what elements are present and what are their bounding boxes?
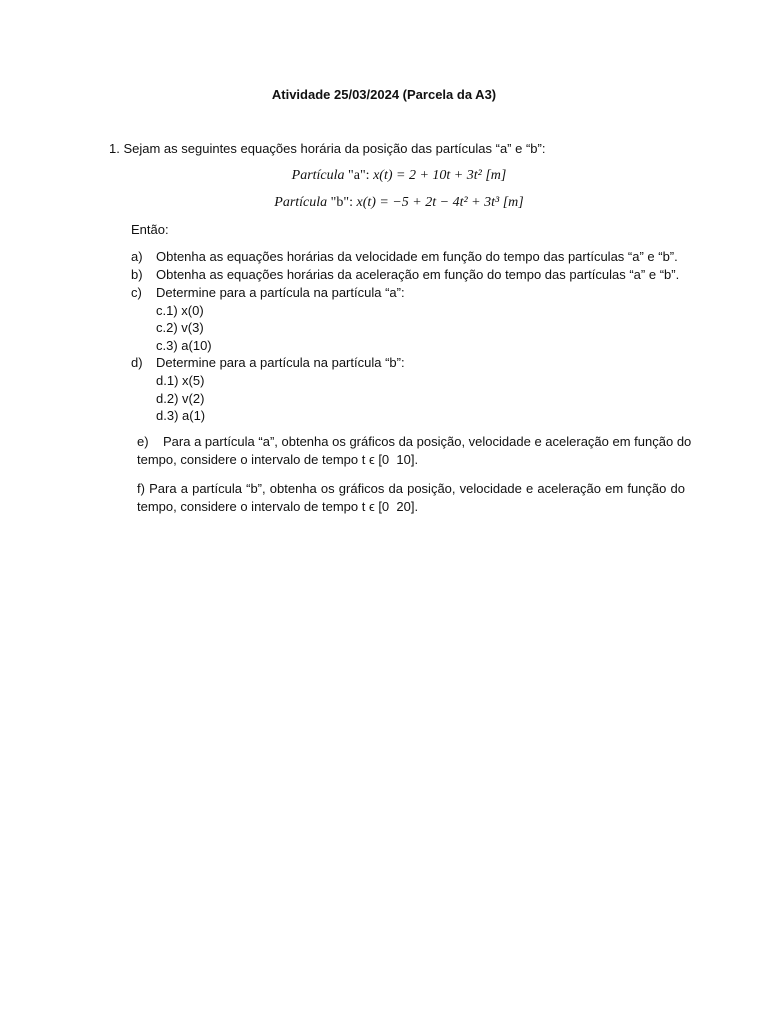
list-item-text: Determine para a partícula na partícula “a”: [156, 285, 405, 300]
list-item-text: Obtenha as equações horárias da aceleração em função do tempo das partículas “a” e “b”. [156, 267, 680, 282]
sub-item-d2: d.2) v(2) [156, 391, 205, 406]
list-item-label: b) [131, 267, 143, 282]
question-intro: 1. Sejam as seguintes equações horária da posição das partículas “a” e “b”: [109, 141, 546, 156]
equation-b-label: Partícula [274, 195, 328, 210]
list-item-text: Determine para a partícula na partícula “b”: [156, 355, 405, 370]
paragraph-e [137, 433, 692, 469]
paragraph-f-line-2: tempo, considere o intervalo de tempo t ϵ [0 20]. [137, 499, 419, 514]
paragraph-e-line-2: tempo, considere o intervalo de tempo t ϵ [0 10]. [137, 452, 419, 467]
equation-b [0, 194, 768, 212]
then-label: Então: [131, 222, 169, 237]
equation-b-formula: x(t) = −5 + 2t − 4t² + 3t³ [m] [356, 195, 524, 210]
sub-item-c1: c.1) x(0) [156, 303, 204, 318]
paragraph-f [137, 480, 685, 516]
sub-item-c3: c.3) a(10) [156, 338, 212, 353]
sub-item-d3: d.3) a(1) [156, 408, 206, 423]
sub-item-d1: d.1) x(5) [156, 373, 205, 388]
equation-b-particle: "b": [330, 195, 353, 210]
list-item-label: a) [131, 249, 143, 264]
equation-a-particle: "a": [348, 168, 370, 183]
sub-item-c2: c.2) v(3) [156, 320, 204, 335]
paragraph-f-line-1: f) Para a partícula “b”, obtenha os gráficos da posição, velocidade e aceleração em função do [137, 481, 685, 496]
document-title: Atividade 25/03/2024 (Parcela da A3) [271, 87, 497, 102]
list-item-label: c) [131, 285, 142, 300]
paragraph-e-line-1: e) Para a partícula “a”, obtenha os gráficos da posição, velocidade e aceleração em função do [137, 434, 692, 449]
equation-a-formula: x(t) = 2 + 10t + 3t² [m] [373, 168, 507, 183]
equation-a-label: Partícula [291, 168, 345, 183]
list-item-label: d) [131, 355, 143, 370]
list-item-text: Obtenha as equações horárias da velocidade em função do tempo das partículas “a” e “b”. [156, 249, 678, 264]
equation-a [0, 167, 768, 185]
